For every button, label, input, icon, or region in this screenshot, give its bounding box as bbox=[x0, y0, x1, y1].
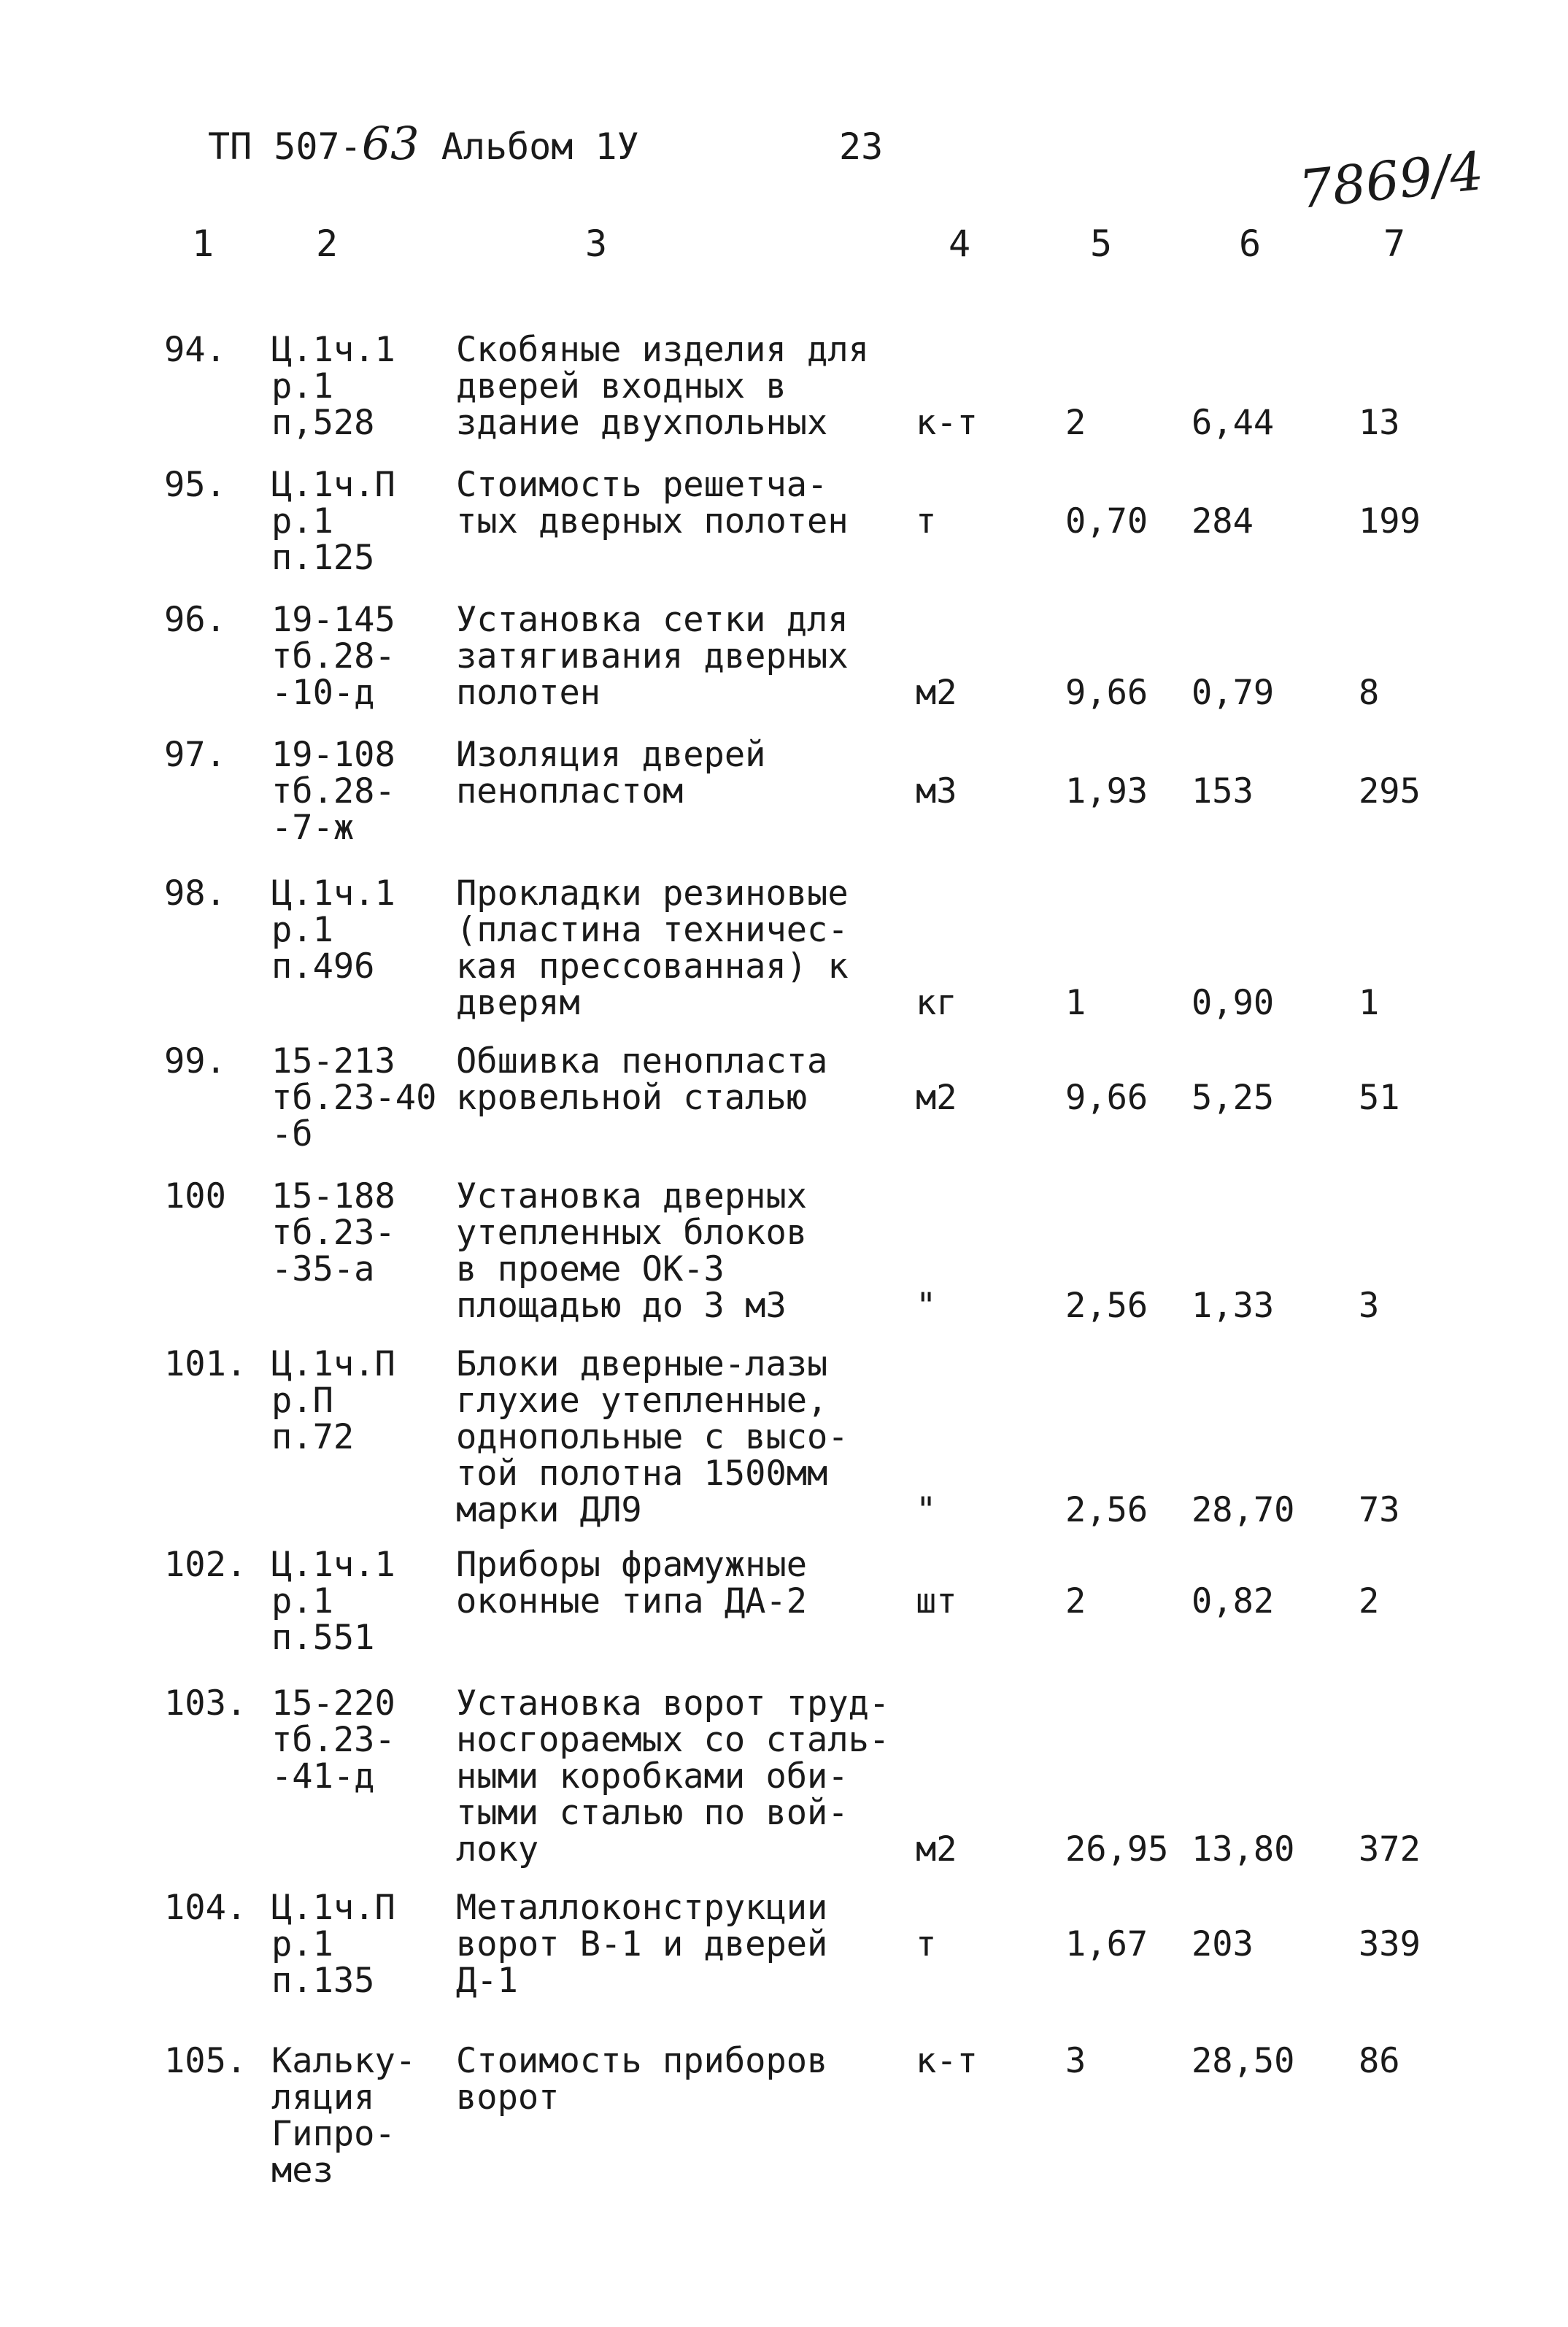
quantity: 1 bbox=[1065, 983, 1086, 1023]
unit: м2 bbox=[916, 1078, 957, 1118]
quantity: 2,56 bbox=[1065, 1490, 1148, 1530]
work-description-line: глухие утепленные, bbox=[456, 1381, 828, 1421]
price-reference-line: п.125 bbox=[271, 538, 375, 578]
archive-number: 7869/4 bbox=[1296, 139, 1487, 221]
price-reference-line: п.135 bbox=[271, 1961, 375, 2001]
work-description bbox=[456, 737, 765, 810]
price-reference-line: Ц.1ч.1 bbox=[271, 1545, 395, 1585]
price-reference bbox=[271, 1547, 395, 1656]
column-header-3: 3 bbox=[585, 223, 608, 265]
price-reference-line: тб.23- bbox=[271, 1720, 395, 1760]
item-number: 101. bbox=[164, 1344, 247, 1384]
total-cost: 372 bbox=[1359, 1829, 1421, 1869]
work-description bbox=[456, 1346, 849, 1529]
column-header-2: 2 bbox=[316, 223, 339, 265]
item-number: 95. bbox=[164, 465, 226, 505]
work-description-line: носгораемых со сталь- bbox=[456, 1720, 890, 1760]
unit: " bbox=[916, 1286, 937, 1326]
work-description-line: ворот В-1 и дверей bbox=[456, 1924, 828, 1964]
price-reference bbox=[271, 467, 395, 576]
price-reference-line: 15-213 bbox=[271, 1041, 395, 1081]
price-reference-line: Ц.1ч.П bbox=[271, 465, 395, 505]
unit: м2 bbox=[916, 673, 957, 713]
item-number: 99. bbox=[164, 1041, 226, 1081]
work-description-line: Установка ворот труд- bbox=[456, 1683, 890, 1724]
unit: м3 bbox=[916, 771, 957, 811]
price-reference-line: тб.23-40 bbox=[271, 1078, 437, 1118]
price-reference-line: -10-д bbox=[271, 673, 375, 713]
unit: кг bbox=[916, 983, 957, 1023]
work-description bbox=[456, 1547, 807, 1620]
price-reference bbox=[271, 1346, 395, 1456]
work-description bbox=[456, 1683, 890, 1869]
price-reference-line: Кальку- bbox=[271, 2041, 417, 2081]
work-description-line: (пластина техничес- bbox=[456, 910, 849, 950]
work-description bbox=[456, 332, 869, 441]
price-reference bbox=[271, 602, 395, 711]
page-number: 23 bbox=[839, 126, 884, 168]
item-number: 105. bbox=[164, 2041, 247, 2081]
price-reference-line: р.1 bbox=[271, 1581, 333, 1621]
price-reference-line: -35-а bbox=[271, 1249, 375, 1289]
price-reference-line: Ц.1ч.1 bbox=[271, 330, 395, 370]
work-description-line: тых дверных полотен bbox=[456, 501, 849, 541]
unit: т bbox=[916, 1924, 937, 1964]
series-prefix: ТП 507- bbox=[208, 126, 362, 168]
price-reference bbox=[271, 1043, 436, 1153]
unit: к-т bbox=[916, 403, 978, 443]
work-description-line: тыми сталью по вой- bbox=[456, 1793, 849, 1833]
unit-price: 0,79 bbox=[1192, 673, 1275, 713]
item-number: 98. bbox=[164, 873, 226, 914]
work-description-line: кая прессованная) к bbox=[456, 946, 849, 987]
price-reference bbox=[271, 873, 395, 987]
item-number: 100 bbox=[164, 1176, 226, 1216]
quantity: 1,67 bbox=[1065, 1924, 1148, 1964]
work-description-line: локу bbox=[456, 1829, 539, 1869]
unit-price: 0,82 bbox=[1192, 1581, 1275, 1621]
work-description-line: Блоки дверные-лазы bbox=[456, 1344, 828, 1384]
quantity: 2 bbox=[1065, 403, 1086, 443]
item-number: 96. bbox=[164, 600, 226, 640]
work-description-line: Металлоконструкции bbox=[456, 1888, 828, 1928]
work-description-line: Установка сетки для bbox=[456, 600, 849, 640]
price-reference-line: -б bbox=[271, 1114, 313, 1154]
total-cost: 199 bbox=[1359, 501, 1421, 541]
total-cost: 8 bbox=[1359, 673, 1380, 713]
price-reference-line: п.551 bbox=[271, 1618, 375, 1658]
work-description-line: площадью до 3 м3 bbox=[456, 1286, 787, 1326]
quantity: 2,56 bbox=[1065, 1286, 1148, 1326]
total-cost: 73 bbox=[1359, 1490, 1400, 1530]
work-description-line: марки ДЛ9 bbox=[456, 1490, 642, 1530]
total-cost: 2 bbox=[1359, 1581, 1380, 1621]
total-cost: 295 bbox=[1359, 771, 1421, 811]
work-description-line: оконные типа ДА-2 bbox=[456, 1581, 808, 1621]
work-description-line: Д-1 bbox=[456, 1961, 518, 2001]
price-reference bbox=[271, 2043, 416, 2189]
price-reference-line: р.1 bbox=[271, 1924, 333, 1964]
work-description bbox=[456, 467, 849, 540]
work-description-line: Обшивка пенопласта bbox=[456, 1041, 828, 1081]
work-description-line: кровельной сталью bbox=[456, 1078, 808, 1118]
quantity: 0,70 bbox=[1065, 501, 1148, 541]
work-description bbox=[456, 1043, 827, 1116]
total-cost: 86 bbox=[1359, 2041, 1400, 2081]
price-reference-line: п.72 bbox=[271, 1417, 355, 1457]
work-description bbox=[456, 2043, 827, 2116]
unit-price: 203 bbox=[1192, 1924, 1254, 1964]
item-number: 102. bbox=[164, 1545, 247, 1585]
price-reference-line: -7-ж bbox=[271, 808, 355, 848]
item-number: 104. bbox=[164, 1888, 247, 1928]
price-reference-line: тб.28- bbox=[271, 636, 395, 676]
unit-price: 0,90 bbox=[1192, 983, 1275, 1023]
work-description-line: Приборы фрамужные bbox=[456, 1545, 808, 1585]
price-reference-line: -41-д bbox=[271, 1756, 375, 1797]
price-reference bbox=[271, 1178, 395, 1288]
quantity: 3 bbox=[1065, 2041, 1086, 2081]
work-description-line: утепленных блоков bbox=[456, 1213, 808, 1253]
price-reference bbox=[271, 1890, 395, 1999]
price-reference-line: 15-220 bbox=[271, 1683, 395, 1724]
work-description-line: той полотна 1500мм bbox=[456, 1454, 828, 1494]
price-reference-line: тб.23- bbox=[271, 1213, 395, 1253]
work-description-line: дверям bbox=[456, 983, 580, 1023]
unit: шт bbox=[916, 1581, 957, 1621]
unit-price: 1,33 bbox=[1192, 1286, 1275, 1326]
work-description bbox=[456, 602, 849, 711]
price-reference bbox=[271, 332, 395, 441]
price-reference-line: п,528 bbox=[271, 403, 375, 443]
price-reference-line: Гипро- bbox=[271, 2114, 395, 2154]
quantity: 9,66 bbox=[1065, 1078, 1148, 1118]
work-description-line: в проеме ОК-3 bbox=[456, 1249, 725, 1289]
price-reference-line: ляция bbox=[271, 2077, 375, 2118]
unit-price: 28,50 bbox=[1192, 2041, 1295, 2081]
unit-price: 6,44 bbox=[1192, 403, 1275, 443]
unit-price: 284 bbox=[1192, 501, 1254, 541]
price-reference bbox=[271, 1683, 395, 1797]
unit-price: 28,70 bbox=[1192, 1490, 1295, 1530]
quantity: 2 bbox=[1065, 1581, 1086, 1621]
unit: к-т bbox=[916, 2041, 978, 2081]
price-reference-line: 19-108 bbox=[271, 735, 395, 775]
unit-price: 153 bbox=[1192, 771, 1254, 811]
total-cost: 339 bbox=[1359, 1924, 1421, 1964]
price-reference-line: Ц.1ч.П bbox=[271, 1888, 395, 1928]
price-reference-line: р.1 bbox=[271, 910, 333, 950]
price-reference-line: 19-145 bbox=[271, 600, 395, 640]
album-label: Альбом 1У bbox=[441, 126, 639, 168]
item-number: 97. bbox=[164, 735, 226, 775]
unit-price: 5,25 bbox=[1192, 1078, 1275, 1118]
column-header-1: 1 bbox=[192, 223, 215, 265]
work-description-line: дверей входных в bbox=[456, 366, 787, 406]
work-description-line: Стоимость приборов bbox=[456, 2041, 828, 2081]
work-description-line: пенопластом bbox=[456, 771, 684, 811]
total-cost: 13 bbox=[1359, 403, 1400, 443]
unit: т bbox=[916, 501, 937, 541]
work-description-line: Прокладки резиновые bbox=[456, 873, 849, 914]
series-number: 63 bbox=[361, 117, 420, 170]
column-header-4: 4 bbox=[949, 223, 971, 265]
work-description-line: Скобяные изделия для bbox=[456, 330, 869, 370]
work-description-line: Стоимость решетча- bbox=[456, 465, 828, 505]
price-reference-line: тб.28- bbox=[271, 771, 395, 811]
quantity: 26,95 bbox=[1065, 1829, 1169, 1869]
price-reference-line: Ц.1ч.1 bbox=[271, 873, 395, 914]
work-description-line: затягивания дверных bbox=[456, 636, 849, 676]
price-reference-line: 15-188 bbox=[271, 1176, 395, 1216]
work-description-line: Изоляция дверей bbox=[456, 735, 766, 775]
item-number: 103. bbox=[164, 1683, 247, 1724]
work-description bbox=[456, 1178, 807, 1324]
work-description-line: здание двухпольных bbox=[456, 403, 828, 443]
quantity: 9,66 bbox=[1065, 673, 1148, 713]
work-description-line: ными коробками оби- bbox=[456, 1756, 849, 1797]
total-cost: 1 bbox=[1359, 983, 1380, 1023]
page-header bbox=[208, 117, 639, 170]
price-reference-line: п.496 bbox=[271, 946, 375, 987]
unit: м2 bbox=[916, 1829, 957, 1869]
total-cost: 3 bbox=[1359, 1286, 1380, 1326]
work-description-line: полотен bbox=[456, 673, 601, 713]
price-reference-line: р.1 bbox=[271, 366, 333, 406]
work-description bbox=[456, 1890, 827, 1999]
price-reference bbox=[271, 737, 395, 846]
column-header-6: 6 bbox=[1239, 223, 1262, 265]
unit: " bbox=[916, 1490, 937, 1530]
price-reference-line: Ц.1ч.П bbox=[271, 1344, 395, 1384]
unit-price: 13,80 bbox=[1192, 1829, 1295, 1869]
item-number: 94. bbox=[164, 330, 226, 370]
price-reference-line: р.1 bbox=[271, 501, 333, 541]
work-description-line: ворот bbox=[456, 2077, 560, 2118]
quantity: 1,93 bbox=[1065, 771, 1148, 811]
price-reference-line: р.П bbox=[271, 1381, 333, 1421]
work-description-line: Установка дверных bbox=[456, 1176, 808, 1216]
work-description-line: однопольные с высо- bbox=[456, 1417, 849, 1457]
total-cost: 51 bbox=[1359, 1078, 1400, 1118]
column-header-7: 7 bbox=[1383, 223, 1406, 265]
price-reference-line: мез bbox=[271, 2150, 333, 2191]
work-description bbox=[456, 873, 849, 1023]
column-header-5: 5 bbox=[1090, 223, 1113, 265]
